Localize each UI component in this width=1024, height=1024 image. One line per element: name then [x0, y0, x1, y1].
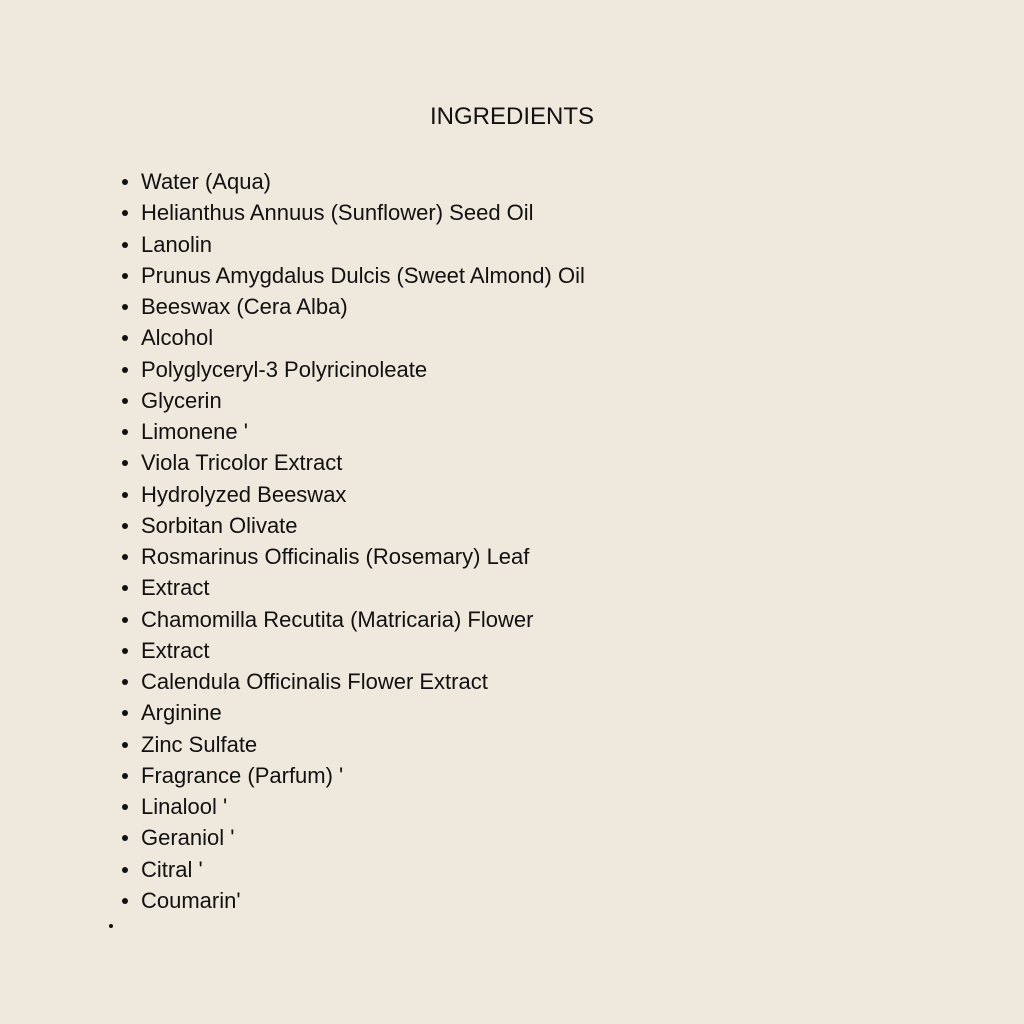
ingredient-item	[141, 354, 585, 385]
bullet-icon	[122, 460, 128, 466]
bullet-icon	[122, 648, 128, 654]
ingredient-item	[141, 166, 585, 197]
bullet-icon	[122, 492, 128, 498]
bullet-icon	[122, 867, 128, 873]
bullet-icon	[122, 679, 128, 685]
ingredient-label: Hydrolyzed Beeswax	[141, 481, 347, 507]
ingredient-label: Glycerin	[141, 387, 222, 413]
ingredient-label: Geraniol '	[141, 825, 235, 851]
ingredient-label: Sorbitan Olivate	[141, 512, 298, 538]
ingredient-item	[141, 885, 585, 916]
bullet-icon	[122, 304, 128, 310]
bullet-icon	[122, 273, 128, 279]
ingredient-item	[141, 322, 585, 353]
ingredient-label: Alcohol	[141, 325, 214, 351]
ingredient-item	[141, 791, 585, 822]
ingredient-item	[141, 635, 585, 666]
bullet-icon	[122, 617, 128, 623]
ingredient-label: Citral '	[141, 856, 203, 882]
page-title: INGREDIENTS	[429, 103, 594, 130]
ingredients-list	[141, 166, 585, 916]
ingredient-label: Prunus Amygdalus Dulcis (Sweet Almond) Oil	[141, 262, 585, 288]
ingredient-item	[141, 760, 585, 791]
ingredient-label: Limonene '	[141, 419, 248, 444]
ingredient-label: Polyglyceryl-3 Polyricinoleate	[141, 356, 428, 382]
bullet-icon	[122, 585, 128, 591]
ingredient-label: Calendula Officinalis Flower Extract	[141, 669, 488, 694]
bullet-icon	[122, 335, 128, 341]
ingredient-label: Beeswax (Cera Alba)	[141, 294, 348, 319]
ingredient-item	[141, 572, 585, 603]
ingredient-item	[141, 385, 585, 416]
ingredient-label: Chamomilla Recutita (Matricaria) Flower	[141, 606, 534, 632]
ingredient-item	[141, 479, 585, 510]
ingredient-label: Viola Tricolor Extract	[141, 450, 343, 476]
ingredient-label: Fragrance (Parfum) '	[141, 762, 344, 788]
stray-dot-icon	[109, 924, 113, 928]
ingredient-item	[141, 604, 585, 635]
ingredient-label: Lanolin	[141, 231, 212, 257]
ingredient-item	[141, 729, 585, 760]
ingredient-label: Extract	[141, 575, 210, 601]
ingredient-label: Arginine	[141, 700, 222, 726]
ingredient-item	[141, 291, 585, 322]
bullet-icon	[122, 242, 128, 248]
bullet-icon	[122, 429, 128, 435]
ingredient-item	[141, 260, 585, 291]
ingredient-item	[141, 197, 585, 228]
ingredient-item	[141, 666, 585, 697]
bullet-icon	[122, 523, 128, 529]
ingredient-label: Coumarin'	[141, 887, 241, 913]
bullet-icon	[122, 710, 128, 716]
bullet-icon	[122, 179, 128, 185]
bullet-icon	[122, 835, 128, 841]
ingredient-label: Linalool '	[141, 794, 228, 819]
bullet-icon	[122, 398, 128, 404]
bullet-icon	[122, 898, 128, 904]
bullet-icon	[122, 554, 128, 560]
ingredient-item	[141, 697, 585, 728]
ingredient-item	[141, 229, 585, 260]
ingredient-item	[141, 416, 585, 447]
ingredient-label: Water (Aqua)	[141, 169, 272, 194]
bullet-icon	[122, 804, 128, 810]
ingredient-item	[141, 510, 585, 541]
bullet-icon	[122, 773, 128, 779]
bullet-icon	[122, 742, 128, 748]
ingredient-item	[141, 854, 585, 885]
ingredient-label: Rosmarinus Officinalis (Rosemary) Leaf	[141, 544, 530, 569]
ingredient-item	[141, 541, 585, 572]
ingredient-label: Extract	[141, 637, 210, 663]
ingredient-item	[141, 447, 585, 478]
ingredient-label: Zinc Sulfate	[141, 731, 258, 757]
ingredient-item	[141, 822, 585, 853]
bullet-icon	[122, 210, 128, 216]
ingredient-label: Helianthus Annuus (Sunflower) Seed Oil	[141, 200, 534, 226]
bullet-icon	[122, 367, 128, 373]
